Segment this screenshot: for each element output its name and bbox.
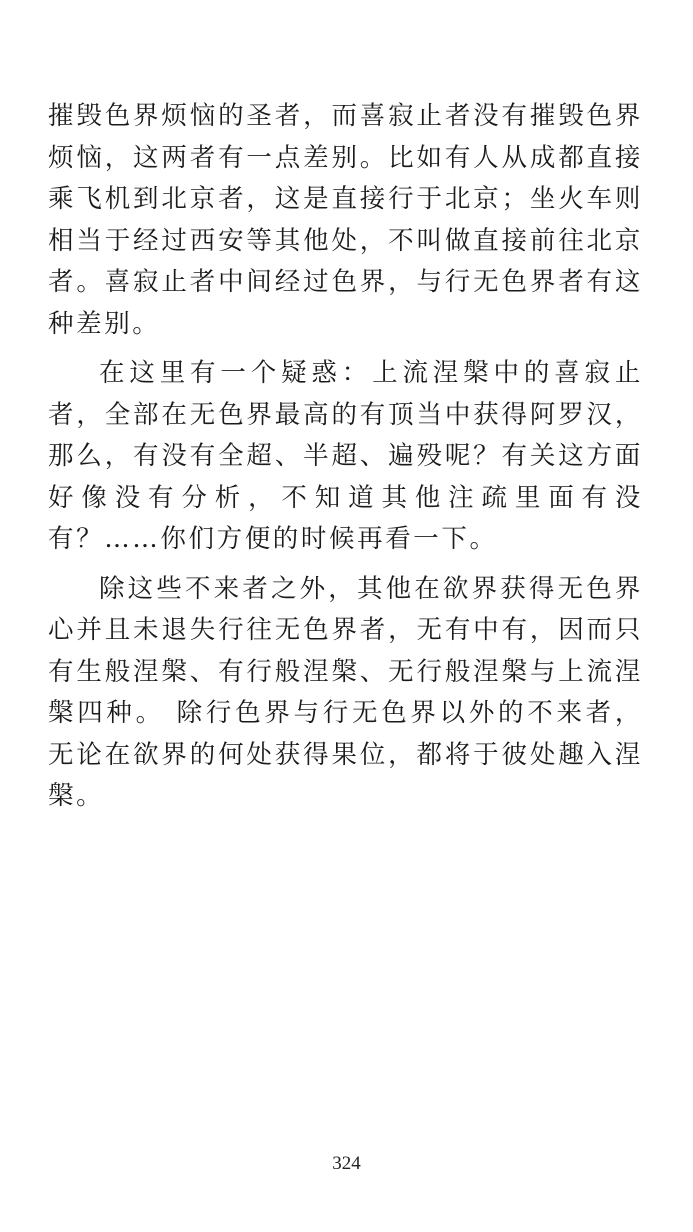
paragraph-1: 摧毁色界烦恼的圣者，而喜寂止者没有摧毁色界烦恼，这两者有一点差别。比如有人从成都直接乘飞机到北京者，这是直接行于北京；坐火车则相当于经过西安等其他处，不叫做直接前往北京者。喜寂止者中间经过色界，与行无色界者有这种差别。 [48,101,643,339]
paragraph-2: 在这里有一个疑惑：上流涅槃中的喜寂止者，全部在无色界最高的有顶当中获得阿罗汉，那么，有没有全超、半超、遍殁呢？有关这方面好像没有分析，不知道其他注疏里面有没有？……你们方便的时候再看一下。 [48,358,643,554]
paragraph-gap [48,561,643,569]
paragraph-3: 除这些不来者之外，其他在欲界获得无色界心并且未退失行往无色界者，无有中有，因而只有生般涅槃、有行般涅槃、无行般涅槃与上流涅槃四种。 除行色界与行无色界以外的不来者，无论在欲界的何处获得果位，都将于彼处趣入涅槃。 [48,573,643,811]
body-text [48,96,643,818]
paragraph-gap [48,345,643,353]
page-number: 324 [332,1153,361,1174]
